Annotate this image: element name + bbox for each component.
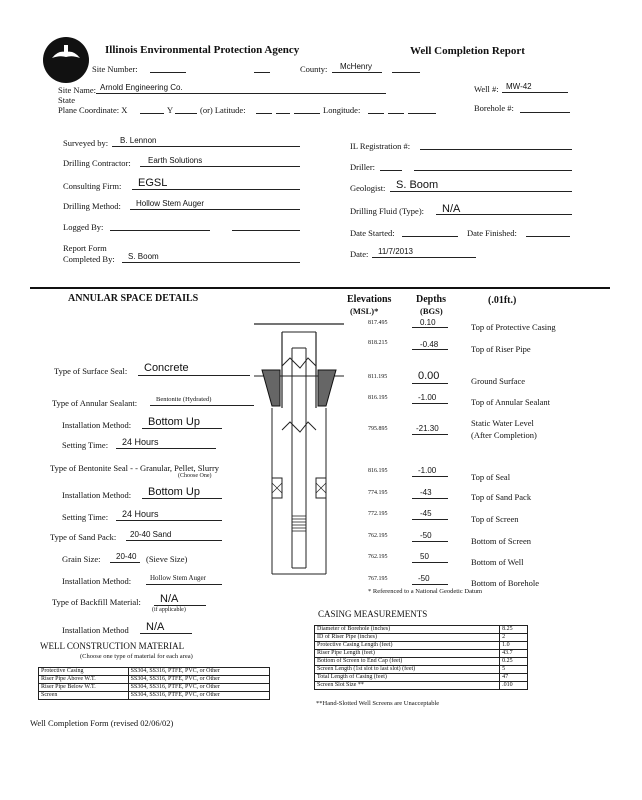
casing-row (315, 674, 528, 682)
depth-9: 50 (420, 552, 429, 561)
casing-row (315, 650, 528, 658)
plane-coordinate-label: Plane Coordinate: X (58, 105, 128, 115)
site-name-label: Site Name: (58, 85, 97, 95)
inst2-value: Bottom Up (148, 486, 200, 498)
construction-row (39, 676, 270, 684)
casing-value: 43.7 (500, 650, 528, 658)
logged-by-label: Logged By: (63, 222, 104, 232)
site-number-label: Site Number: (92, 64, 138, 74)
inst2-label: Installation Method: (62, 490, 132, 500)
latitude-label: (or) Latitude: (200, 105, 246, 115)
casing-row (315, 626, 528, 634)
casing-table (314, 625, 528, 690)
casing-label: Riser Pipe Length (feet) (315, 650, 500, 658)
surface-seal-value: Concrete (144, 362, 189, 374)
construction-opts: SS304, SS316, PTFE, PVC, or Other (128, 692, 269, 700)
contractor-value: Earth Solutions (148, 156, 203, 165)
il-registration-label: IL Registration #: (350, 141, 411, 151)
depths-header: Depths (416, 294, 447, 305)
depth-5: -1.00 (418, 466, 437, 475)
surveyed-value: B. Lennon (120, 136, 157, 145)
construction-label: Riser Pipe Above W.T. (39, 676, 129, 684)
depth-8: -50 (420, 531, 432, 540)
bgs-header: (BGS) (420, 306, 443, 316)
casing-label: Protective Casing Length (feet) (315, 642, 500, 650)
desc-3: Top of Annular Sealant (471, 397, 550, 407)
depth-4: -21.30 (416, 424, 439, 433)
well-value: MW-42 (506, 82, 532, 91)
consulting-label: Consulting Firm: (63, 181, 122, 191)
casing-label: Screen Slot Size ** (315, 682, 500, 690)
construction-label: Riser Pipe Below W.T. (39, 684, 129, 692)
desc-8: Bottom of Screen (471, 536, 531, 546)
well-diagram (254, 318, 344, 588)
drilling-fluid-label: Drilling Fluid (Type): (350, 206, 425, 216)
geologist-label: Geologist: (350, 183, 386, 193)
date-started-label: Date Started: (350, 228, 395, 238)
surveyed-label: Surveyed by: (63, 138, 109, 148)
casing-value: 47 (500, 674, 528, 682)
casing-value: .010 (500, 682, 528, 690)
y-label: Y (167, 105, 174, 115)
msl-header: (MSL)* (350, 306, 379, 316)
inst3-value: Hollow Stem Auger (150, 574, 206, 582)
elev-3: 816.195 (368, 395, 388, 401)
inst3-label: Installation Method: (62, 576, 132, 586)
date-label: Date: (350, 249, 369, 259)
backfill-value: N/A (160, 593, 179, 605)
geologist-value: S. Boom (396, 179, 439, 191)
elev-10: 767.195 (368, 576, 388, 582)
report-title: Well Completion Report (410, 45, 525, 57)
county-value: McHenry (340, 62, 373, 71)
set1-label: Setting Time: (62, 440, 109, 450)
sand-label: Type of Sand Pack: (50, 532, 117, 542)
casing-label: Total Length of Casing (feet) (315, 674, 500, 682)
desc-9: Bottom of Well (471, 557, 524, 567)
state-label: State (58, 95, 75, 105)
casing-value: 1.0 (500, 642, 528, 650)
elev-4: 795.895 (368, 426, 388, 432)
annular-sealant-value: Bentonite (Hydrated) (156, 396, 212, 403)
borehole-label: Borehole #: (474, 103, 514, 113)
date-value: 11/7/2013 (378, 247, 413, 256)
casing-title: CASING MEASUREMENTS (318, 609, 428, 619)
set1-value: 24 Hours (122, 437, 159, 447)
longitude-label: Longitude: (323, 105, 361, 115)
unit-header: (.01ft.) (488, 295, 517, 306)
set2-label: Setting Time: (62, 512, 109, 522)
site-name-value: Arnold Engineering Co. (100, 83, 183, 92)
grain-label: Grain Size: (62, 554, 101, 564)
construction-label: Protective Casing (39, 668, 129, 676)
county-label: County: (300, 64, 328, 74)
casing-value: 5 (500, 666, 528, 674)
backfill-label: Type of Backfill Material: (52, 597, 141, 607)
sieve-label: (Sieve Size) (146, 554, 188, 564)
desc-4-sub: (After Completion) (471, 430, 537, 440)
surface-seal-label: Type of Surface Seal: (54, 366, 128, 376)
inst1-label: Installation Method: (62, 420, 132, 430)
depth-10: -50 (418, 574, 430, 583)
depth-0: 0.10 (420, 318, 436, 327)
iepa-logo (42, 36, 90, 84)
inst4-value: N/A (146, 621, 165, 633)
depth-2: 0.00 (418, 370, 440, 382)
desc-4: Static Water Level (471, 418, 534, 428)
construction-row (39, 684, 270, 692)
casing-row (315, 634, 528, 642)
construction-row (39, 692, 270, 700)
completed-by-label: Completed By: (63, 254, 115, 264)
casing-note: **Hand-Slotted Well Screens are Unacceptable (316, 700, 440, 707)
date-finished-label: Date Finished: (467, 228, 517, 238)
casing-value: 8.25 (500, 626, 528, 634)
form-footer: Well Completion Form (revised 02/06/02) (30, 718, 174, 728)
report-form-label: Report Form (63, 243, 107, 253)
elev-9: 762.195 (368, 554, 388, 560)
elev-6: 774.195 (368, 490, 388, 496)
driller-label: Driller: (350, 162, 376, 172)
construction-label: Screen (39, 692, 129, 700)
drilling-fluid-value: N/A (442, 203, 461, 215)
construction-row (39, 668, 270, 676)
desc-7: Top of Screen (471, 514, 519, 524)
casing-label: Diameter of Borehole (inches) (315, 626, 500, 634)
casing-row (315, 658, 528, 666)
well-label: Well #: (474, 84, 499, 94)
inst1-value: Bottom Up (148, 416, 200, 428)
depth-6: -43 (420, 488, 432, 497)
elev-8: 762.195 (368, 533, 388, 539)
casing-label: Bottom of Screen to End Cap (feet) (315, 658, 500, 666)
elev-2: 811.195 (368, 374, 388, 380)
inst4-label: Installation Method (62, 625, 129, 635)
construction-sub: (Choose one type of material for each area) (80, 653, 193, 660)
choose-one: (Choose One) (178, 473, 212, 479)
construction-opts: SS304, SS316, PTFE, PVC, or Other (128, 676, 269, 684)
datum-note: * Referenced to a National Geodetic Datum (368, 588, 483, 595)
annular-title: ANNULAR SPACE DETAILS (68, 293, 199, 304)
desc-6: Top of Sand Pack (471, 492, 532, 502)
elev-1: 818.215 (368, 340, 388, 346)
casing-row (315, 642, 528, 650)
construction-title: WELL CONSTRUCTION MATERIAL (40, 641, 185, 651)
if-applicable: (if applicable) (152, 607, 186, 613)
construction-opts: SS304, SS316, PTFE, PVC, or Other (128, 668, 269, 676)
desc-1: Top of Riser Pipe (471, 344, 531, 354)
depth-1: -0.48 (420, 340, 439, 349)
desc-10: Bottom of Borehole (471, 578, 539, 588)
elev-5: 816.195 (368, 468, 388, 474)
construction-table (38, 667, 270, 700)
casing-label: ID of Riser Pipe (inches) (315, 634, 500, 642)
elev-7: 772.195 (368, 511, 388, 517)
depth-3: -1.00 (418, 393, 437, 402)
bentonite-label: Type of Bentonite Seal - - Granular, Pellet, Slurry (50, 463, 220, 473)
desc-0: Top of Protective Casing (471, 322, 556, 332)
elev-0: 817.495 (368, 320, 388, 326)
contractor-label: Drilling Contractor: (63, 158, 131, 168)
elevations-header: Elevations (347, 294, 392, 305)
agency-title: Illinois Environmental Protection Agency (105, 44, 300, 56)
annular-sealant-label: Type of Annular Sealant: (52, 398, 138, 408)
section-divider (30, 287, 610, 289)
casing-row (315, 682, 528, 690)
casing-value: 0.25 (500, 658, 528, 666)
completed-by-value: S. Boom (128, 252, 159, 261)
set2-value: 24 Hours (122, 509, 159, 519)
desc-5: Top of Seal (471, 472, 511, 482)
drilling-method-value: Hollow Stem Auger (136, 199, 205, 208)
casing-row (315, 666, 528, 674)
construction-opts: SS304, SS316, PTFE, PVC, or Other (128, 684, 269, 692)
depth-7: -45 (420, 509, 432, 518)
sand-value: 20-40 Sand (130, 530, 172, 539)
drilling-method-label: Drilling Method: (63, 201, 121, 211)
consulting-value: EGSL (138, 177, 168, 189)
desc-2: Ground Surface (471, 376, 526, 386)
grain-value: 20-40 (116, 552, 137, 561)
casing-value: 2 (500, 634, 528, 642)
casing-label: Screen Length (1st slot to last slot) (feet) (315, 666, 500, 674)
